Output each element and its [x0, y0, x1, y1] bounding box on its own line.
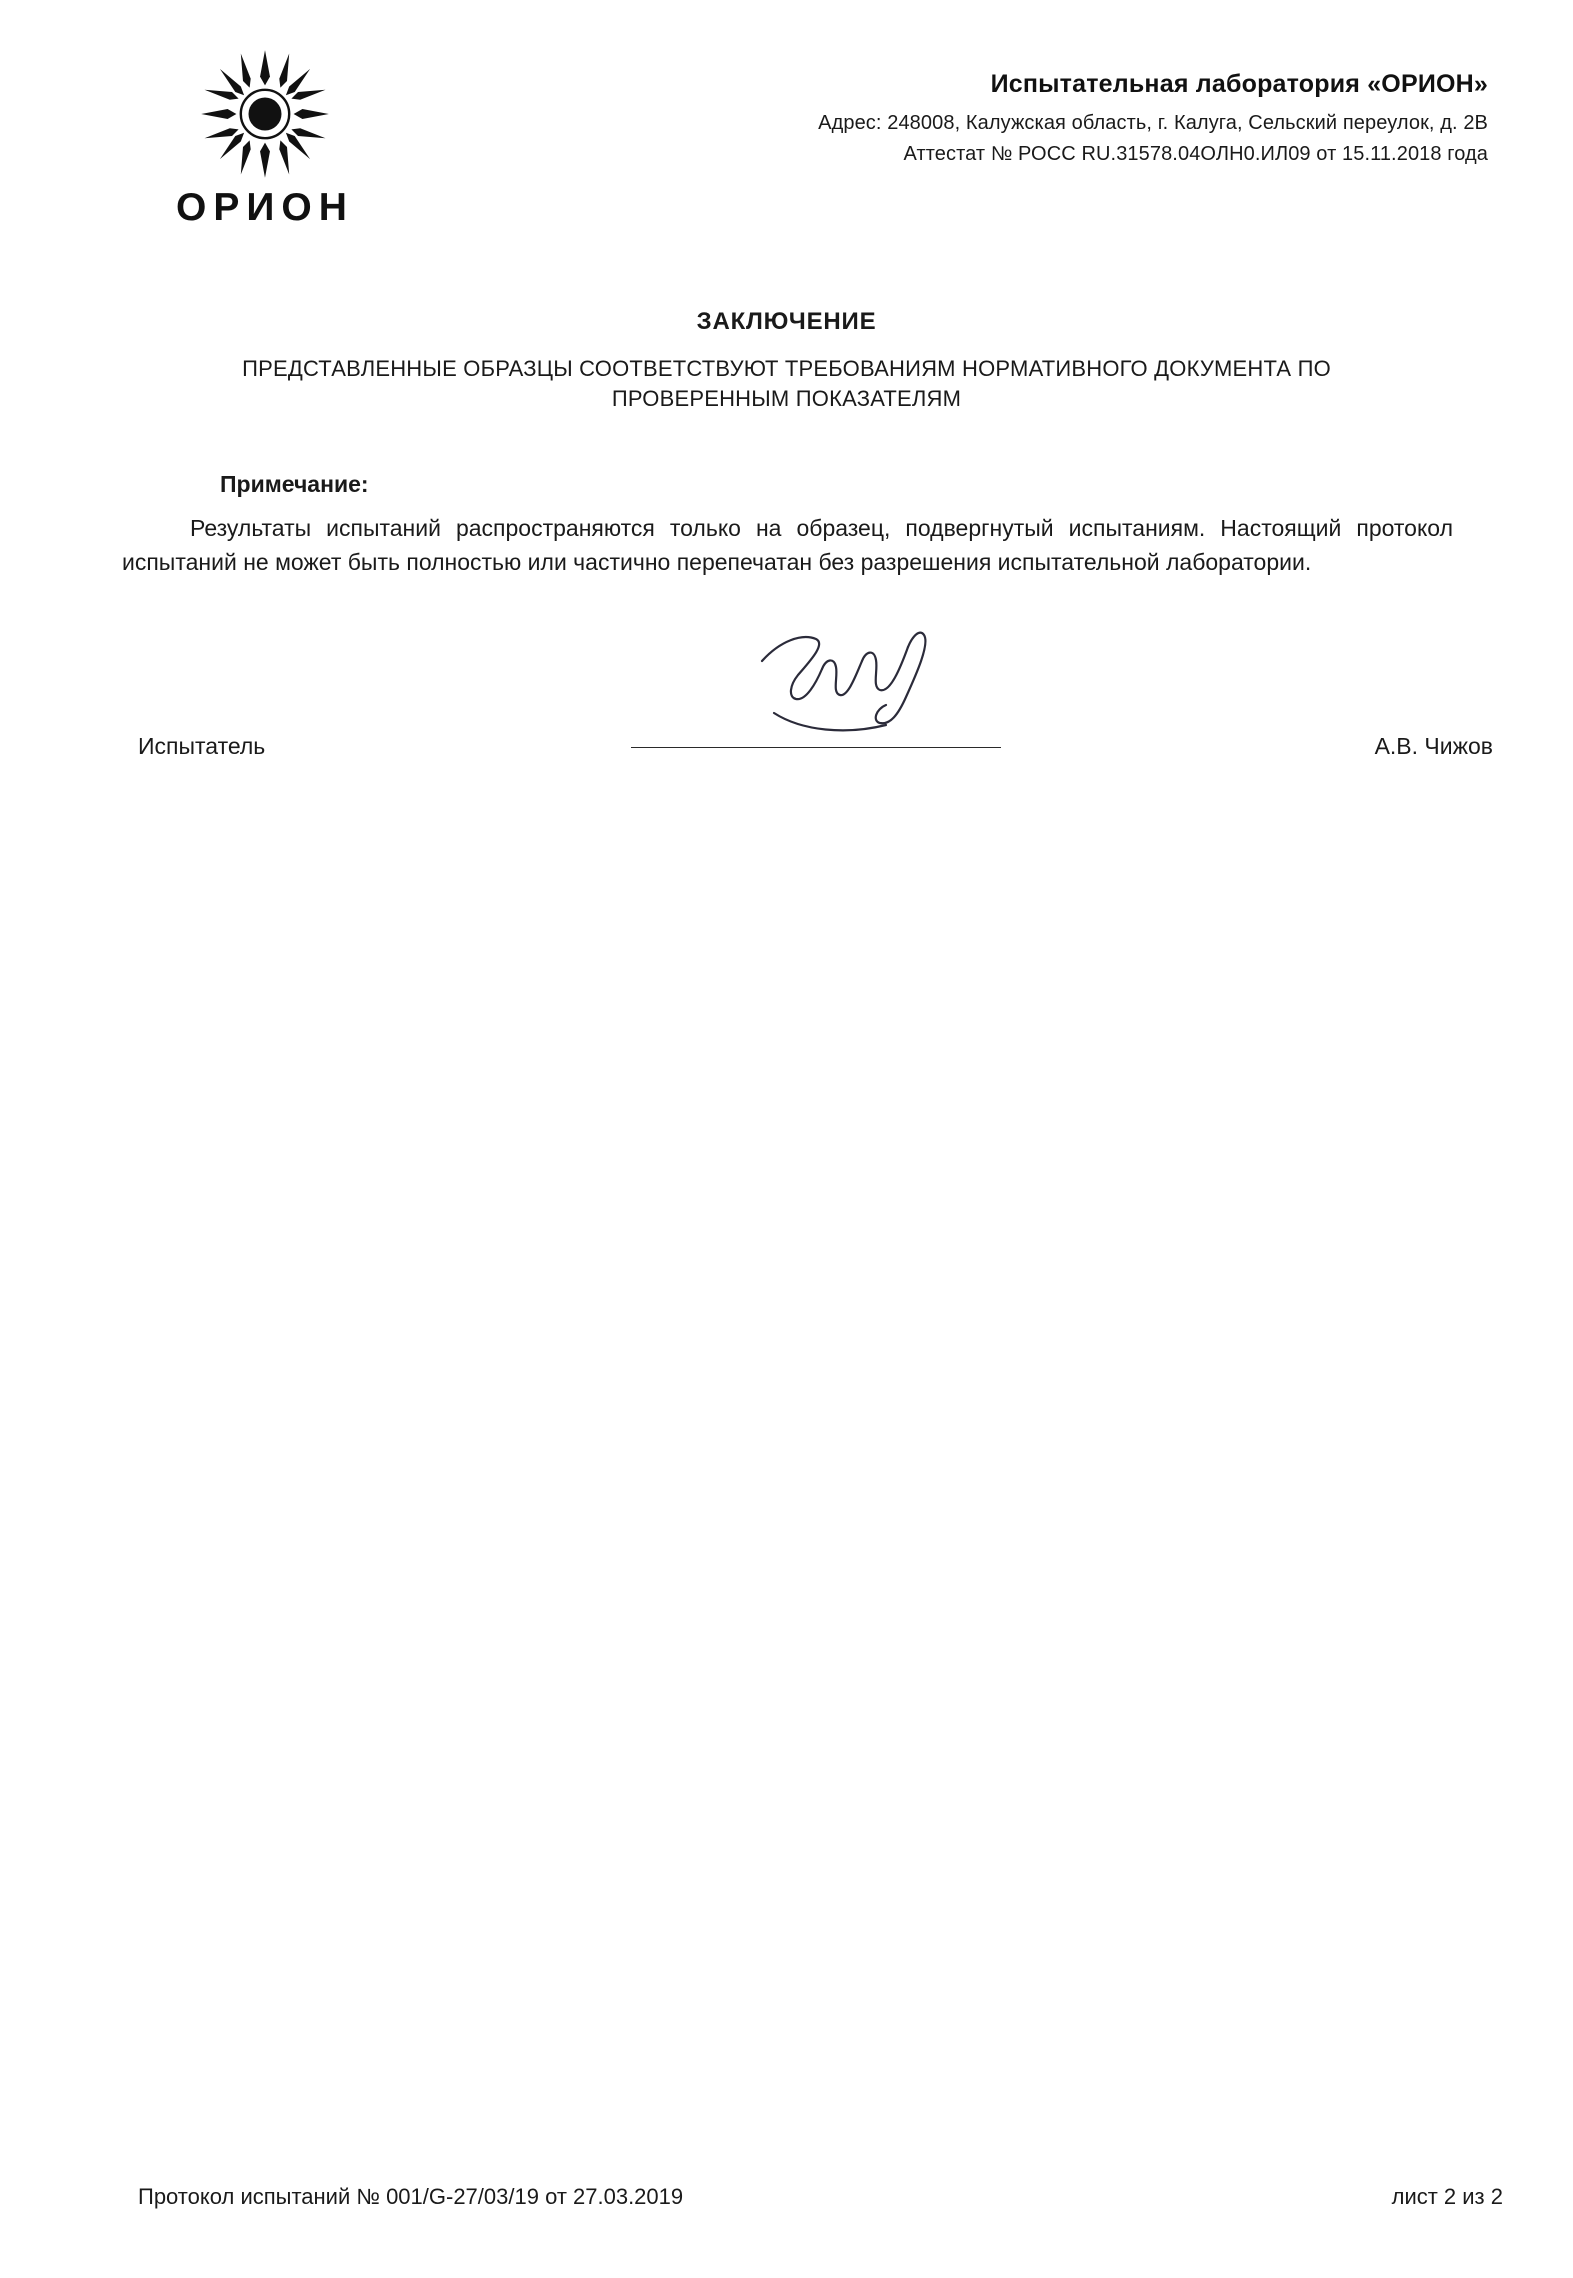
conclusion-section — [60, 308, 1513, 415]
conclusion-text: ПРЕДСТАВЛЕННЫЕ ОБРАЗЦЫ СООТВЕТСТВУЮТ ТРЕБОВАНИЯМ НОРМАТИВНОГО ДОКУМЕНТА ПО ПРОВЕРЕННЫМ ПОКАЗАТЕЛЯМ — [242, 356, 1331, 412]
signatory-name: А.В. Чижов — [1374, 733, 1493, 760]
sun-burst-icon — [199, 48, 331, 180]
lab-info — [360, 48, 1513, 166]
document-header — [60, 0, 1513, 230]
logo-wordmark: ОРИОН — [176, 186, 354, 229]
signature-line-wrap — [478, 746, 1153, 748]
protocol-reference: Протокол испытаний № 001/G-27/03/19 от 27.03.2019 — [138, 2184, 684, 2209]
lab-address: Адрес: 248008, Калужская область, г. Калуга, Сельский переулок, д. 2В — [818, 112, 1488, 134]
page-number: лист 2 из 2 — [1391, 2184, 1503, 2209]
lab-accreditation: Аттестат № РОСС RU.31578.04ОЛН0.ИЛ09 от 15.11.2018 года — [903, 143, 1488, 165]
conclusion-title: ЗАКЛЮЧЕНИЕ — [696, 308, 877, 335]
note-text: Результаты испытаний распространяются только на образец, подвергнутый испытаниям. Настоящий протокол испытаний не может быть полностью или частично перепечатан без разрешения испытательной лаборатории. — [122, 514, 1453, 575]
document-footer — [60, 2184, 1513, 2210]
note-title: Примечание: — [220, 470, 369, 497]
signature-section — [60, 625, 1513, 795]
note-section — [60, 471, 1513, 580]
lab-logo — [60, 48, 360, 230]
signature-row — [60, 733, 1513, 760]
lab-title: Испытательная лаборатория «ОРИОН» — [990, 70, 1488, 98]
signatory-role: Испытатель — [138, 733, 266, 760]
signature-line — [631, 746, 1001, 748]
